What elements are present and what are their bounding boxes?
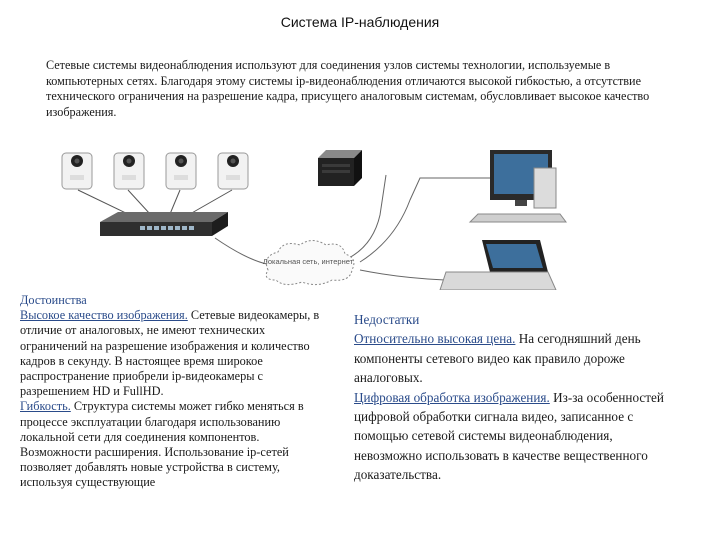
server-icon bbox=[318, 150, 362, 186]
disadvantages-column bbox=[354, 310, 664, 485]
disadvantages-heading: Недостатки bbox=[354, 312, 420, 327]
advantage-item-text: Сетевые видеокамеры, в отличие от аналоговых, не имеют технических ограничений на разрешение изображения и количество кадров в секунду. В настоящее время широкое распространение приобрели ip-видеокамеры с разрешением HD и FullHD. bbox=[20, 308, 320, 399]
intro-paragraph: Сетевые системы видеонаблюдения используют для соединения узлов системы технологии, используемые в компьютерных сетях. Благодаря этому системы ip-видеонаблюдения отличаются высокой гибкостью, а отсутствие технического ограничения на разрешение кадра, присущего аналоговым системам, обусловливает высокое качество изображения. bbox=[46, 58, 650, 119]
advantages-heading: Достоинства bbox=[20, 293, 87, 307]
advantages-column bbox=[20, 293, 320, 491]
camera-icon-1 bbox=[62, 153, 92, 189]
cloud-icon bbox=[263, 241, 354, 285]
camera-icon-4 bbox=[218, 153, 248, 189]
disadvantage-item-text: Из-за особенностей цифровой обработки сигнала видео, записанное с помощью сетевой системы видеонаблюдения, невозможно использовать в качестве вещественного доказательства. bbox=[354, 389, 664, 483]
advantage-item-title[interactable]: Гибкость. bbox=[20, 399, 71, 414]
camera-cables bbox=[78, 190, 232, 214]
cloud-label: Локальная сеть, интернет bbox=[262, 257, 354, 266]
laptop-icon bbox=[440, 240, 556, 290]
advantage-item-text: Возможности расширения. Использование ip-сетей позволяет добавлять новые устройства в систему, используя существующие bbox=[20, 445, 289, 490]
disadvantage-item-text: На сегодняшний день компоненты сетевого видео как правило дороже аналоговых. bbox=[354, 331, 641, 386]
advantage-item-title[interactable]: Высокое качество изображения. bbox=[20, 308, 188, 323]
network-switch-icon bbox=[100, 212, 228, 236]
page-title: Система IP-наблюдения bbox=[280, 14, 440, 30]
disadvantage-item-title[interactable]: Относительно высокая цена. bbox=[354, 331, 516, 347]
network-diagram bbox=[0, 140, 720, 290]
disadvantage-item-title[interactable]: Цифровая обработка изображения. bbox=[354, 389, 550, 405]
camera-icon-2 bbox=[114, 153, 144, 189]
camera-icon-3 bbox=[166, 153, 196, 189]
advantage-item-text: Структура системы может гибко меняться в процессе эксплуатации благодаря использованию локальной сети для соединения компонентов. bbox=[20, 399, 304, 444]
desktop-computer-icon bbox=[470, 150, 566, 222]
